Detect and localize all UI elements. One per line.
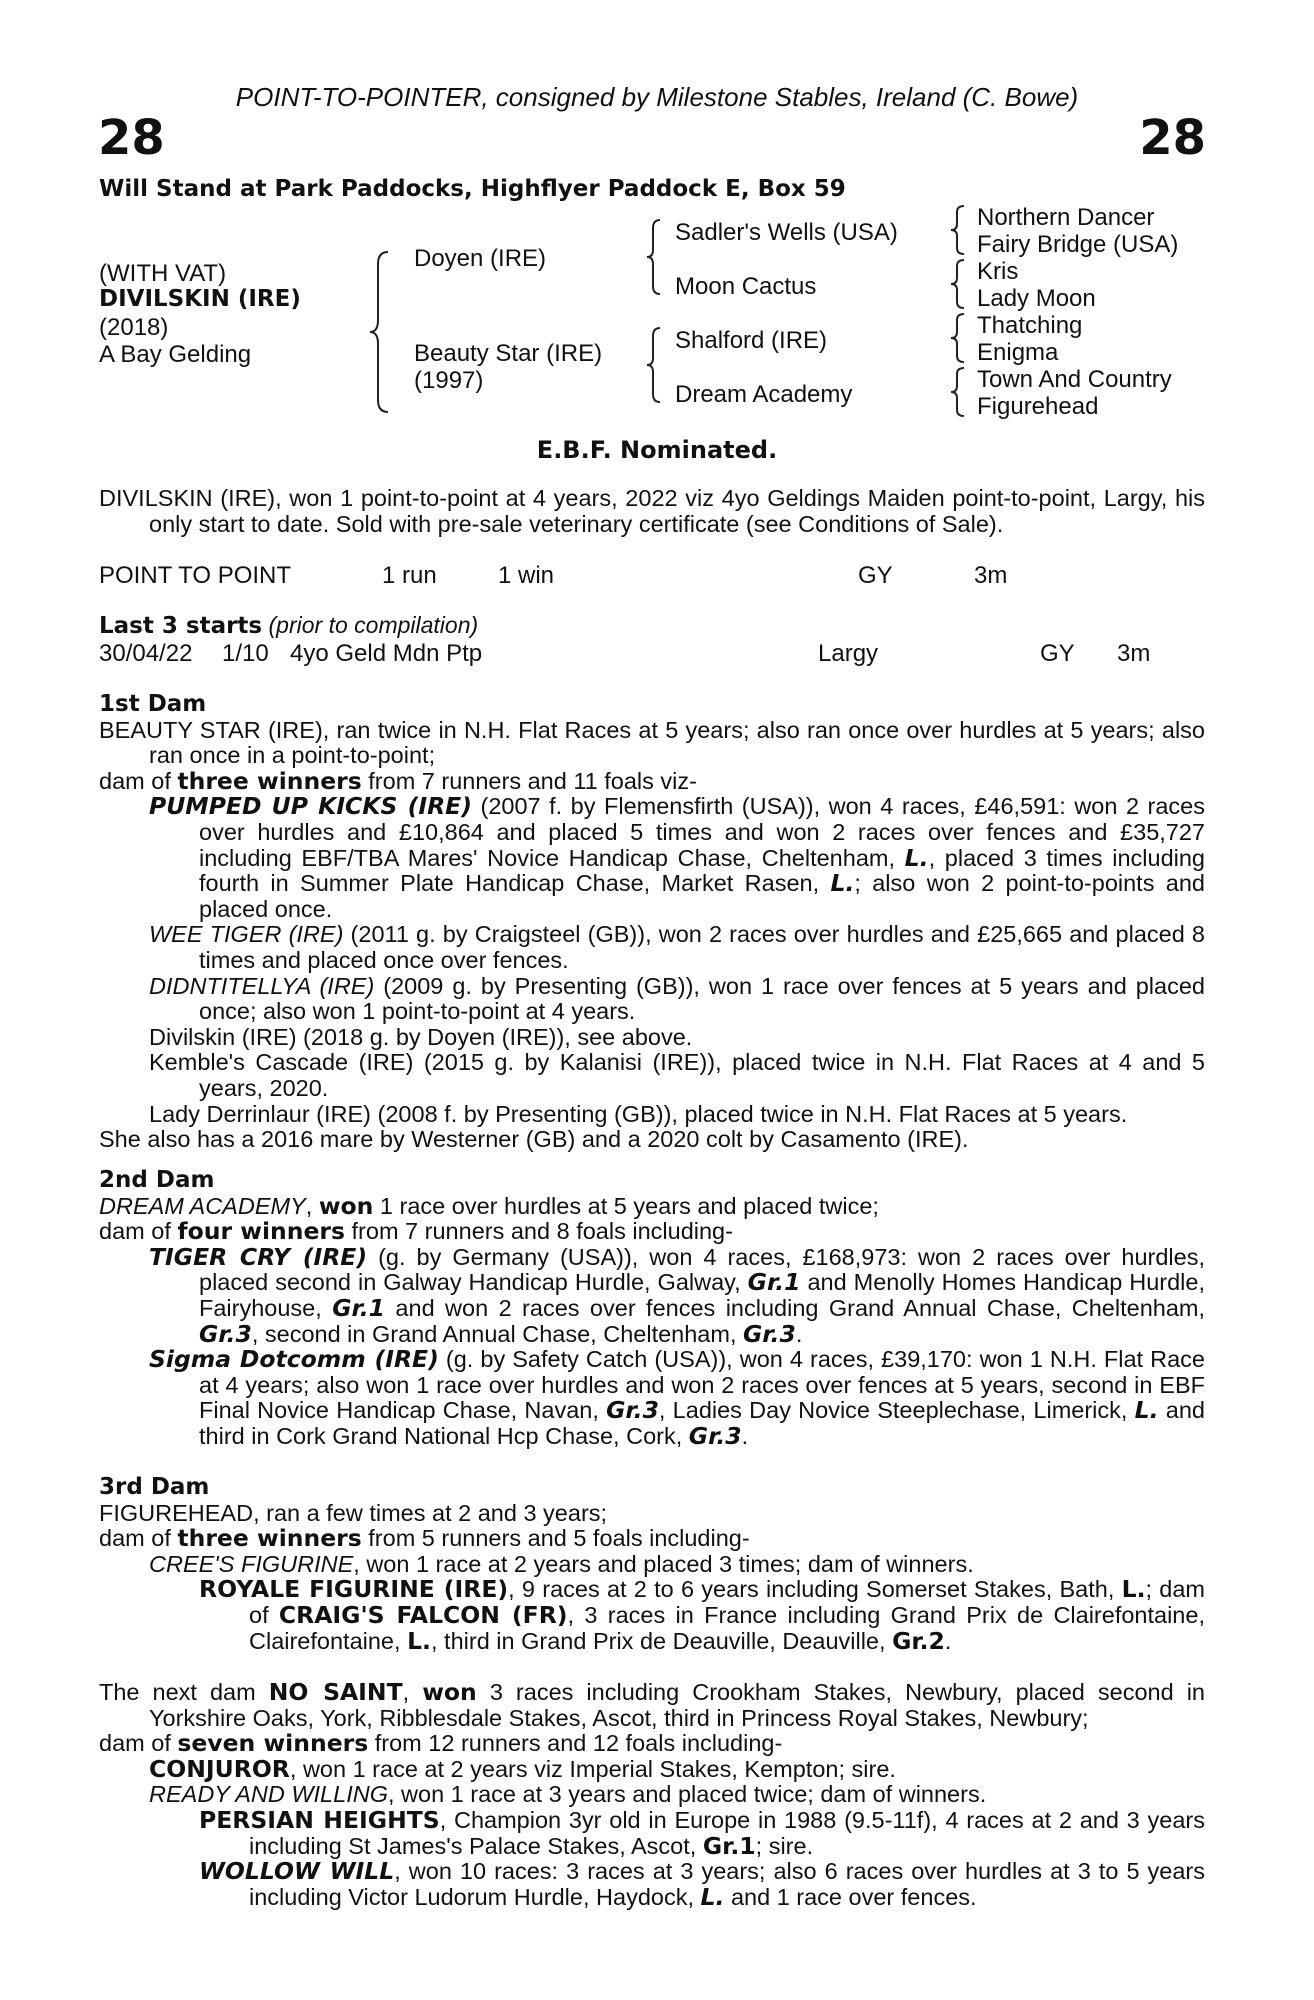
- dam: Beauty Star (IRE): [414, 340, 603, 367]
- sire-dam: Moon Cactus: [675, 273, 817, 300]
- produce-entry: Kemble's Cascade (IRE) (2015 g. by Kalanisi (IRE)), placed twice in N.H. Flat Races at 4 and 5 years, 2020.: [149, 1049, 1205, 1101]
- second-dam-line: DREAM ACADEMY, won 1 race over hurdles at 5 years and placed twice;: [99, 1191, 879, 1220]
- ebf-nominated: E.B.F. Nominated.: [536, 436, 778, 464]
- g3-ancestor: Enigma: [977, 339, 1059, 366]
- last3-title: Last 3 starts: [99, 613, 263, 639]
- second-dam-heading: 2nd Dam: [99, 1167, 215, 1193]
- g3-ancestor: Lady Moon: [977, 285, 1096, 312]
- first-dam-line: BEAUTY STAR (IRE), ran twice in N.H. Flat Races at 5 years; also ran once over hurdles at 5 years; also ran once in a point-to-point;: [99, 716, 1205, 769]
- lot-number-left: 28: [98, 110, 165, 166]
- produce-entry: DIDNTITELLYA (IRE) (2009 g. by Presenting (GB)), won 1 race over fences at 5 years and placed once; also won 1 point-to-point at 4 years.: [149, 972, 1205, 1025]
- g3-ancestor: Town And Country: [977, 366, 1172, 393]
- start-going: GY: [1040, 640, 1075, 667]
- start-position: 1/10: [222, 640, 269, 667]
- start-date: 30/04/22: [99, 640, 193, 667]
- horse-year: (2018): [99, 314, 169, 341]
- g3-ancestor: Kris: [977, 258, 1019, 285]
- produce-entry: ROYALE FIGURINE (IRE), 9 races at 2 to 6 years including Somerset Stakes, Bath, L.; dam of CRAIG'S FALCON (FR), 3 races in France including Grand Prix de Clairefontaine, Clairefontaine, L., third in Grand Prix de Deauville, Deauville, Gr.2.: [199, 1575, 1206, 1655]
- brace-g3-4: [950, 366, 970, 418]
- record-runs: 1 run: [382, 562, 437, 589]
- produce-entry: READY AND WILLING, won 1 race at 3 years and placed twice; dam of winners.: [149, 1781, 987, 1808]
- brace-g3-3: [950, 312, 970, 364]
- brace-dam: [646, 326, 666, 404]
- dam-sire: Shalford (IRE): [675, 327, 828, 354]
- produce-entry: CREE'S FIGURINE, won 1 race at 2 years and placed 3 times; dam of winners.: [149, 1550, 974, 1577]
- record-wins: 1 win: [498, 562, 555, 589]
- sire: Doyen (IRE): [414, 245, 547, 272]
- next-dam-section: [99, 1680, 1205, 1910]
- vat-note: (WITH VAT): [99, 260, 227, 287]
- horse-name: DIVILSKIN (IRE): [99, 286, 301, 312]
- brace-g3-1: [950, 204, 970, 256]
- start-race: 4yo Geld Mdn Ptp: [290, 640, 483, 667]
- next-dam-produce: dam of seven winners from 12 runners and 12 foals including-: [99, 1729, 783, 1758]
- last3-note: (prior to compilation): [268, 612, 479, 638]
- third-dam-section: [99, 1475, 1205, 1654]
- g3-ancestor: Fairy Bridge (USA): [977, 231, 1179, 258]
- record-distance: 3m: [974, 562, 1008, 589]
- sire-sire: Sadler's Wells (USA): [675, 219, 898, 246]
- produce-entry: WOLLOW WILL, won 10 races: 3 races at 3 years; also 6 races over hurdles at 3 to 5 years including Victor Ludorum Hurdle, Haydock, L. and 1 race over fences.: [199, 1857, 1206, 1911]
- next-dam-line: The next dam NO SAINT, won 3 races including Crookham Stakes, Newbury, placed second in Yorkshire Oaks, York, Ribblesdale Stakes, Ascot, third in Princess Royal Stakes, Newbury;: [99, 1678, 1205, 1731]
- summary-text: DIVILSKIN (IRE), won 1 point-to-point at 4 years, 2022 viz 4yo Geldings Maiden point-to-point, Largy, his only start to date. Sold with pre-sale veterinary certificate (see Conditions of Sale).: [99, 485, 1205, 537]
- brace-main: [370, 250, 400, 415]
- stand-info: Will Stand at Park Paddocks, Highflyer Paddock E, Box 59: [99, 176, 846, 202]
- g3-ancestor: Northern Dancer: [977, 204, 1155, 231]
- produce-entry: CONJUROR, won 1 race at 2 years viz Imperial Stakes, Kempton; sire.: [149, 1754, 896, 1783]
- dam-dam: Dream Academy: [675, 381, 853, 408]
- produce-entry: TIGER CRY (IRE) (g. by Germany (USA)), won 4 races, £168,973: won 2 races over hurdles, placed second in Galway Handicap Hurdle, Galway, Gr.1 and Menolly Homes Handicap Hurdle, Fairyhouse, Gr.1 and won 2 races over fences including Grand Annual Chase, Cheltenham, Gr.3, second in Grand Annual Chase, Cheltenham, Gr.3.: [149, 1242, 1206, 1348]
- dam-year: (1997): [414, 367, 484, 394]
- produce-entry: PUMPED UP KICKS (IRE) (2007 f. by Flemensfirth (USA)), won 4 races, £46,591: won 2 races over hurdles and £10,864 and placed 5 times and won 2 races over fences and £35,727 including EBF/TBA Mares' Novice Handicap Chase, Cheltenham, L., placed 3 times including fourth in Summer Plate Handicap Chase, Market Rasen, L.; also won 2 point-to-points and placed once.: [149, 792, 1206, 922]
- record-going: GY: [858, 562, 893, 589]
- third-dam-heading: 3rd Dam: [99, 1474, 210, 1500]
- first-dam-also: She also has a 2016 mare by Westerner (GB) and a 2020 colt by Casamento (IRE).: [99, 1126, 969, 1153]
- produce-entry: Lady Derrinlaur (IRE) (2008 f. by Presenting (GB)), placed twice in N.H. Flat Races at 5 years.: [149, 1100, 1128, 1127]
- third-dam-line: FIGUREHEAD, ran a few times at 2 and 3 years;: [99, 1499, 608, 1526]
- first-dam-section: [99, 692, 1205, 1153]
- produce-entry: WEE TIGER (IRE) (2011 g. by Craigsteel (GB)), won 2 races over hurdles and £25,665 and placed 8 times and placed once over fences.: [149, 921, 1205, 973]
- g3-ancestor: Thatching: [977, 312, 1083, 339]
- start-course: Largy: [818, 640, 879, 667]
- first-dam-produce: dam of three winners from 7 runners and 11 foals viz-: [99, 766, 697, 795]
- first-dam-heading: 1st Dam: [99, 691, 207, 717]
- consignor-line: POINT-TO-POINTER, consigned by Milestone Stables, Ireland (C. Bowe): [235, 82, 1079, 112]
- record-type: POINT TO POINT: [99, 562, 292, 589]
- lot-number-right: 28: [1139, 110, 1206, 166]
- produce-entry: Sigma Dotcomm (IRE) (g. by Safety Catch (USA)), won 4 races, £39,170: won 1 N.H. Flat Race at 4 years; also won 1 race over hurdles and won 2 races over fences at 5 years, second in EBF Final Novice Handicap Chase, Navan, Gr.3, Ladies Day Novice Steeplechase, Limerick, L. and third in Cork Grand National Hcp Chase, Cork, Gr.3.: [149, 1345, 1205, 1450]
- g3-ancestor: Figurehead: [977, 393, 1099, 420]
- horse-description: A Bay Gelding: [99, 341, 252, 368]
- start-distance: 3m: [1117, 640, 1151, 667]
- summary-paragraph: [99, 486, 1205, 537]
- produce-entry: PERSIAN HEIGHTS, Champion 3yr old in Europe in 1988 (9.5-11f), 4 races at 2 and 3 years including St James's Palace Stakes, Ascot, Gr.1; sire.: [199, 1805, 1205, 1860]
- second-dam-produce: dam of four winners from 7 runners and 8 foals including-: [99, 1217, 733, 1246]
- brace-g3-2: [950, 258, 970, 310]
- brace-sire: [646, 218, 666, 296]
- second-dam-section: [99, 1168, 1205, 1450]
- produce-entry: Divilskin (IRE) (2018 g. by Doyen (IRE)), see above.: [149, 1023, 693, 1050]
- third-dam-produce: dam of three winners from 5 runners and 5 foals including-: [99, 1524, 750, 1553]
- last3-heading: [99, 612, 478, 639]
